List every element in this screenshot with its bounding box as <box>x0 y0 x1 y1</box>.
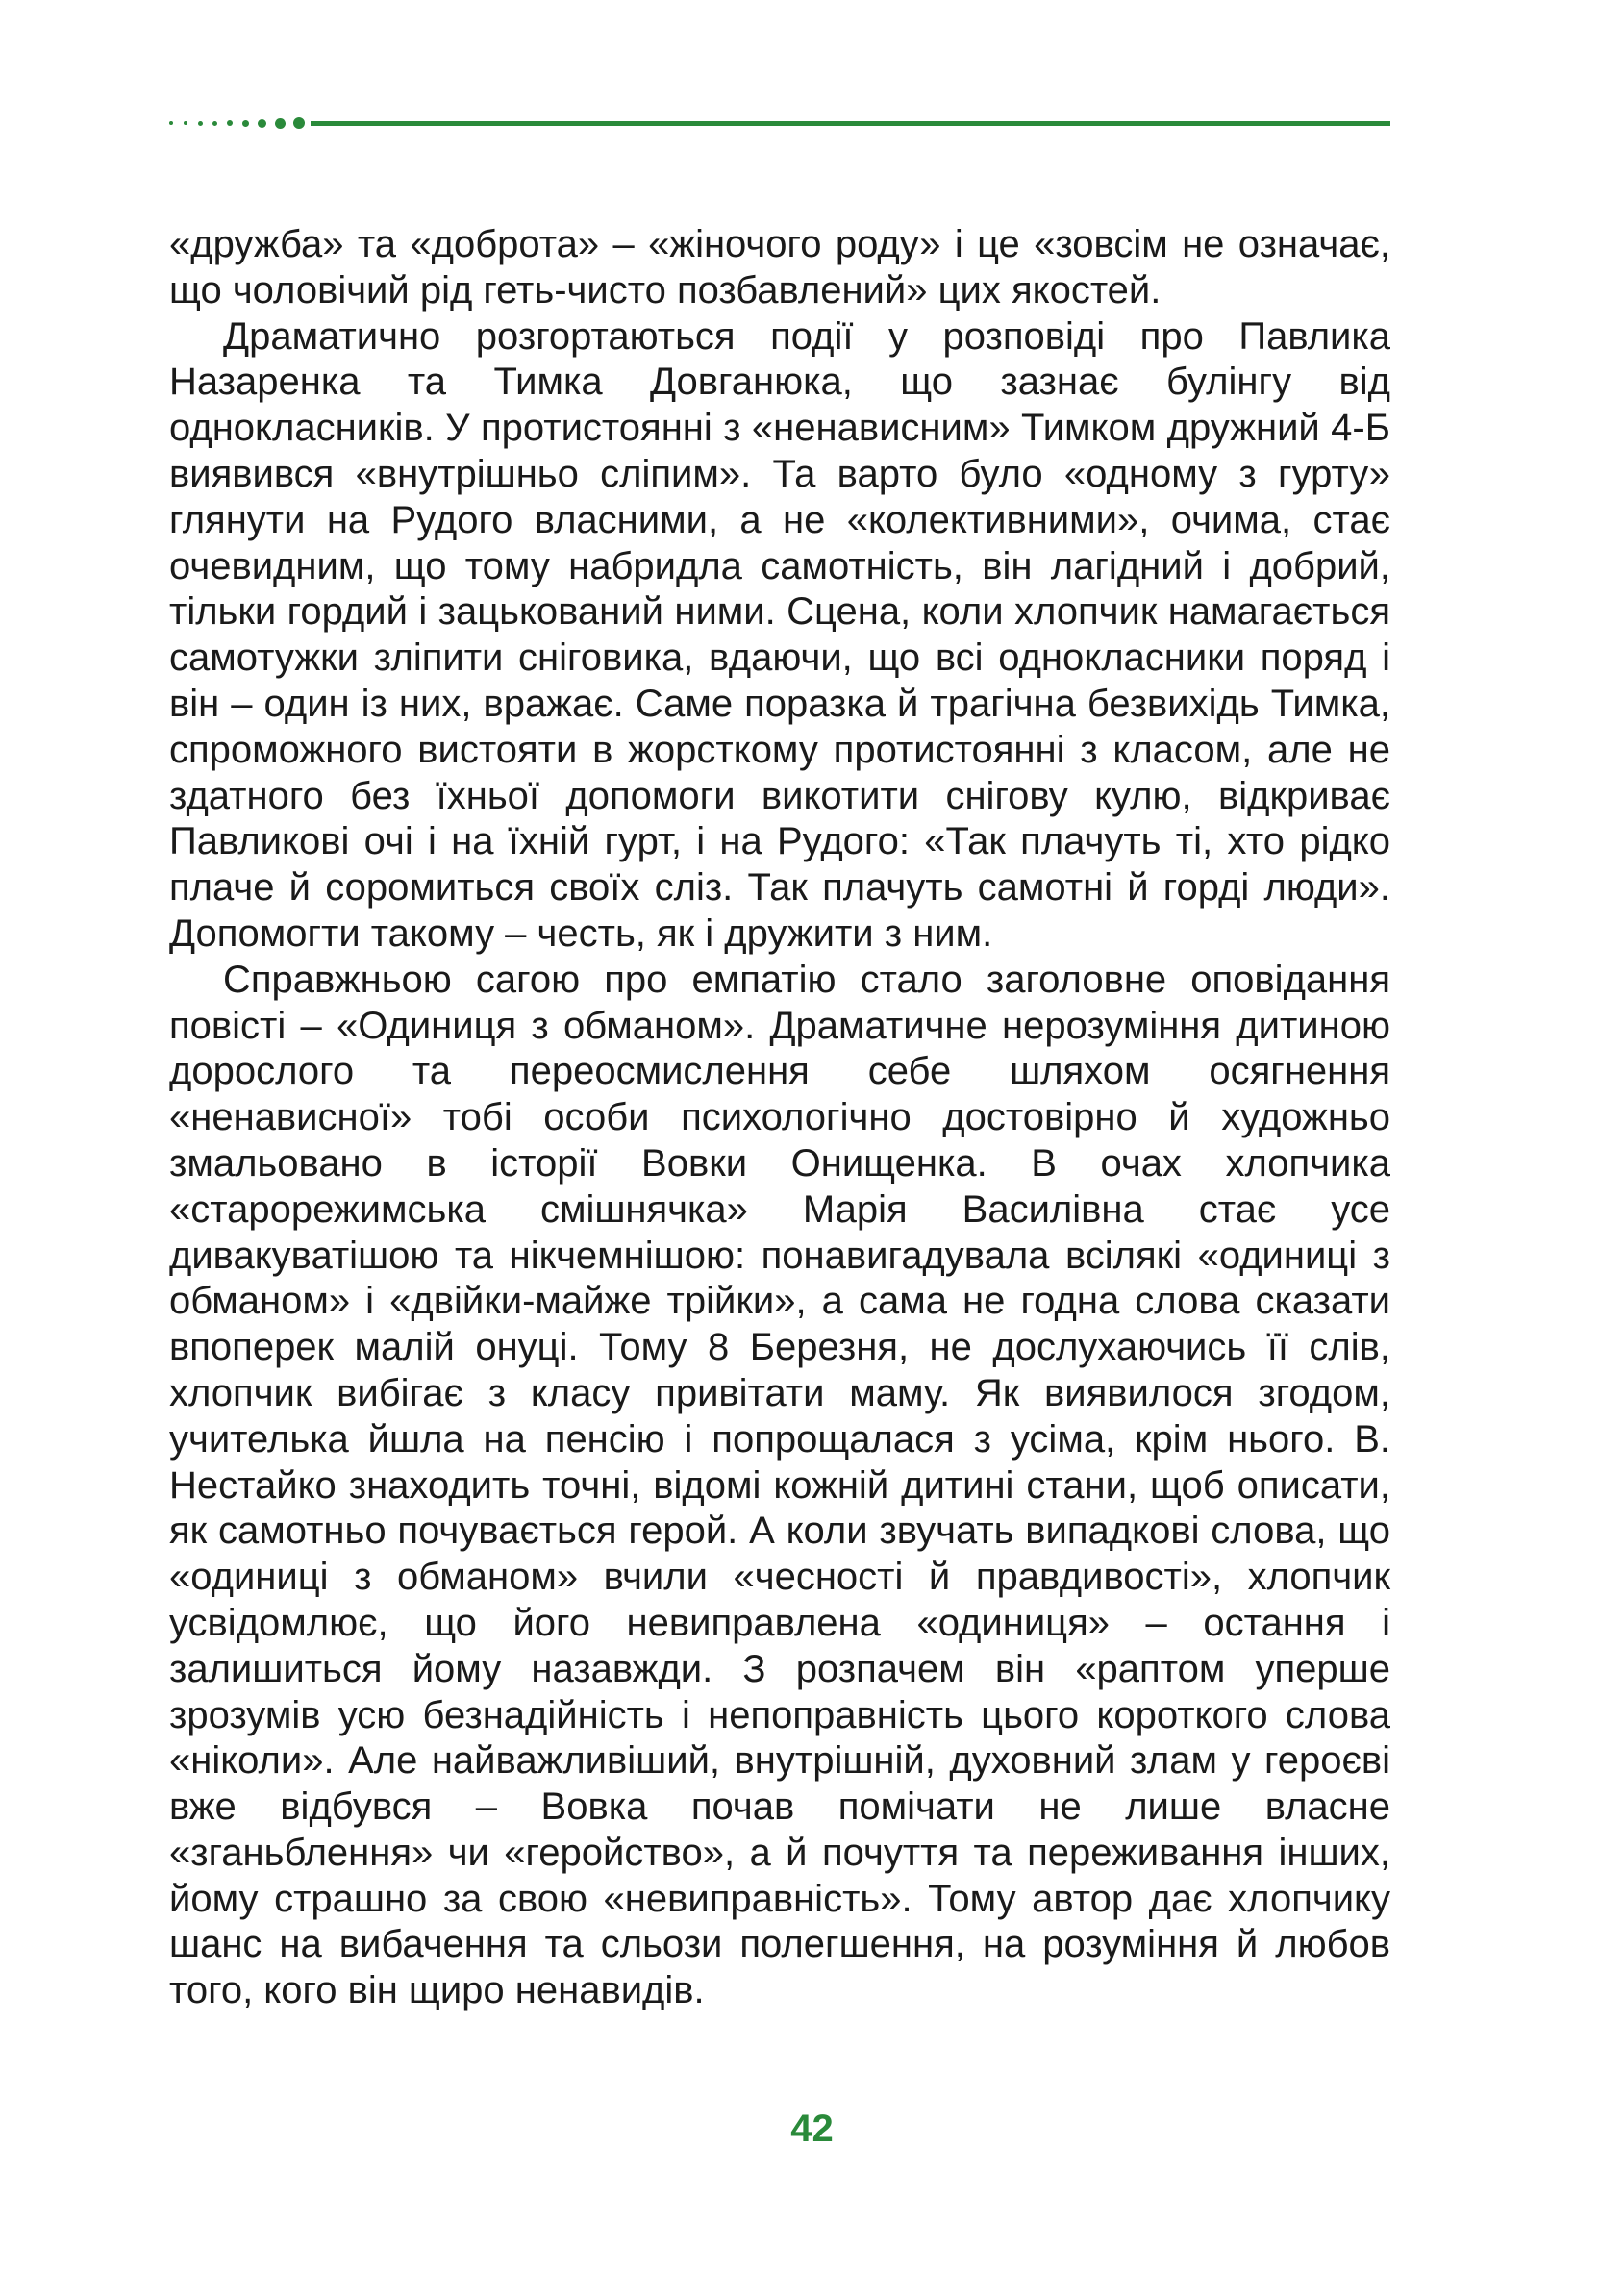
header-decorative-rule <box>169 116 1390 130</box>
rule-dot <box>275 118 286 129</box>
rule-dot <box>293 117 305 129</box>
body-text <box>169 222 1390 2014</box>
rule-dot <box>258 119 266 128</box>
rule-dot <box>169 121 173 125</box>
rule-dot <box>227 120 233 126</box>
paragraph-1: «дружба» та «доброта» – «жіночого роду» і це «зовсім не означає, що чоловічий рід геть-чисто позбавлений» цих якостей. <box>169 223 1390 312</box>
page-number: 42 <box>790 2108 834 2150</box>
rule-dot <box>198 121 203 126</box>
rule-line <box>311 121 1390 126</box>
paragraph-2: Драматично розгортаються події у розповіді про Павлика Назаренка та Тимка Довганюка, що зазнає булінгу від однокласників. У протистоянні з «ненависним» Тимком дружний 4-Б виявився «внутрішньо сліпим». Та варто було «одному з гурту» глянути на Рудого власними, а не «колективними», очима, стає очевидним, що тому набридла самотність, він лагідний і добрий, тільки гордий і зацькований ними. Сцена, коли хлопчик намагається самотужки зліпити сніговика, вдаючи, що всі однокласники поряд і він – один із них, вражає. Саме поразка й трагічна безвихідь Тимка, спроможного вистояти в жорсткому протистоянні з класом, але не здатного без їхньої допомоги викотити снігову кулю, відкриває Павликові очі і на їхній гурт, і на Рудого: «Так плачуть ті, хто рідко плаче й соромиться своїх сліз. Так плачуть самотні й горді люди». Допомогти такому – честь, як і дружити з ним. <box>169 314 1390 955</box>
rule-dot <box>242 120 249 127</box>
rule-dot <box>212 121 217 126</box>
paragraph-3: Справжньою сагою про емпатію стало заголовне оповідання повісті – «Одиниця з обманом». Драматичне нерозуміння дитиною дорослого та переосмислення себе шляхом осягнення «ненависної» тобі особи психологічно достовірно й художньо змальовано в історії Вовки Онищенка. В очах хлопчика «старорежимська смішнячка» Марія Василівна стає усе дивакуватішою та нікчемнішою: понавигадувала всілякі «одиниці з обманом» і «двійки-майже трійки», а сама не годна слова сказати впоперек малій онуці. Тому 8 Березня, не дослухаючись її слів, хлопчик вибігає з класу привітати маму. Як виявилося згодом, учителька йшла на пенсію і попрощалася з усіма, крім нього. В. Нестайко знаходить точні, відомі кожній дитині стани, щоб описати, як самотньо почувається герой. А коли звучать випадкові слова, що «одиниці з обманом» вчили «чесності й правдивості», хлопчик усвідомлює, що його невиправлена «одиниця» – остання і залишиться йому назавжди. З розпачем він «раптом уперше зрозумів усю безнадійність і непоправність цього короткого слова «ніколи». Але найважливіший, внутрішній, духовний злам у героєві вже відбувся – Вовка почав помічати не лише власне «зганьблення» чи «геройство», а й почуття та переживання інших, йому страшно за свою «невиправність». Тому автор дає хлопчику шанс на вибачення та сльози полегшення, на розуміння й любов того, кого він щиро ненавидів. <box>169 958 1390 2012</box>
rule-dot <box>184 121 187 125</box>
